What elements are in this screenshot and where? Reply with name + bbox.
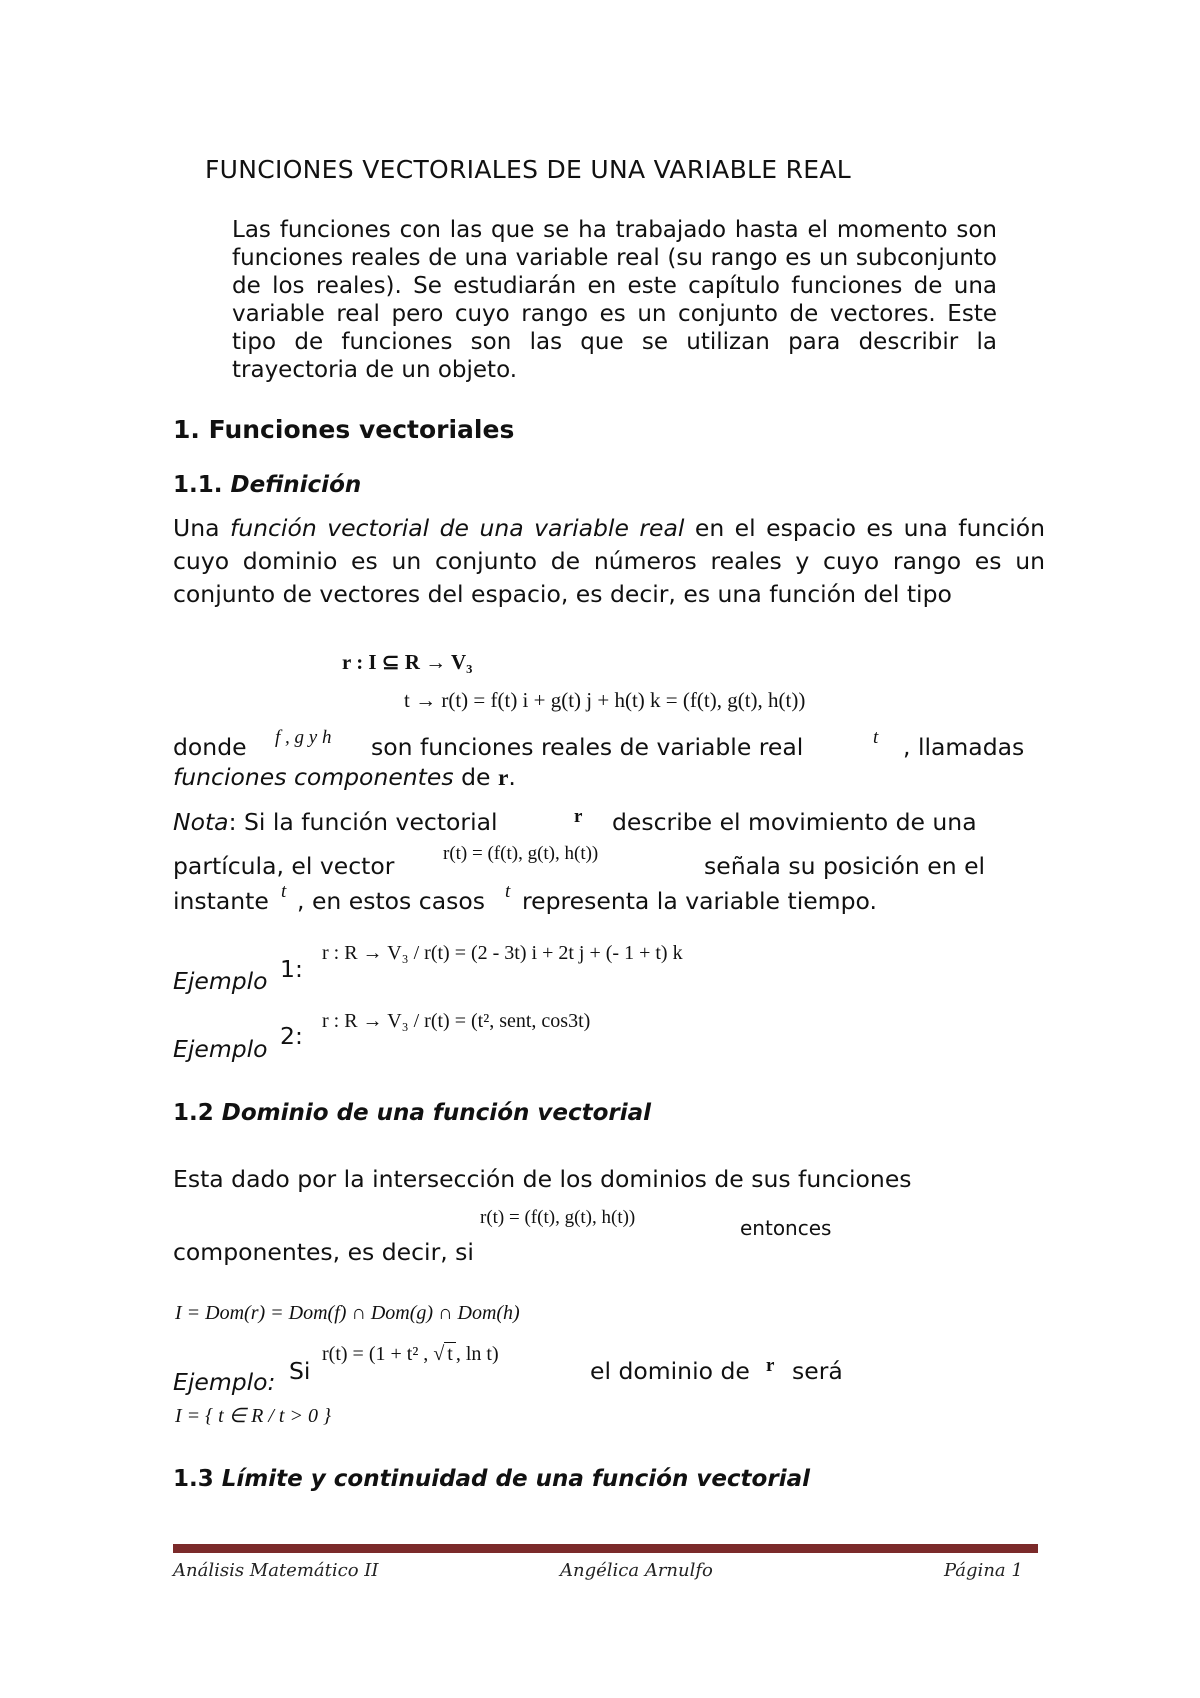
subsection-number: 1.3 xyxy=(173,1466,214,1492)
nota-text-4: , en estos casos xyxy=(297,887,485,915)
subsection-1-2-heading xyxy=(173,1100,651,1126)
nota-label: Nota xyxy=(173,808,229,836)
nota-text-1: : Si la función vectorial xyxy=(228,808,498,836)
footer-course: Análisis Matemático II xyxy=(173,1560,379,1581)
position-vector-formula: r(t) = (f(t), g(t), h(t)) xyxy=(443,843,599,864)
example-2-label: Ejemplo xyxy=(173,1035,268,1063)
domain-formula: I = Dom(r) = Dom(f) ∩ Dom(g) ∩ Dom(h) xyxy=(175,1302,520,1324)
formula-components: t → r(t) = f(t) i + g(t) j + h(t) k = (f(t), g(t), h(t)) xyxy=(404,688,806,712)
fgh-symbols: f , g y h xyxy=(275,727,332,748)
example-1-formula: r : R → V₃ / r(t) = (2 - 3t) i + 2t j + (- 1 + t) k xyxy=(322,942,683,964)
period: . xyxy=(508,763,516,791)
de-word: de xyxy=(453,763,498,791)
footer-page-number: Página 1 xyxy=(944,1560,1023,1581)
components-term: funciones componentes xyxy=(173,763,454,791)
definition-text-rest: en el espacio es una función cuyo dominio es un conjunto de números reales y cuyo rango es un conjunto de vectores del espacio, es decir, es una función del tipo xyxy=(173,514,1045,608)
domain-text-2: componentes, es decir, si xyxy=(173,1238,474,1266)
section-title: Funciones vectoriales xyxy=(208,415,515,444)
formula-part-b: , ln t) xyxy=(455,1343,499,1365)
subsection-number: 1.2 xyxy=(173,1100,214,1126)
t-symbol: t xyxy=(505,881,511,902)
r-symbol: r xyxy=(574,806,583,827)
page-title: FUNCIONES VECTORIALES DE UNA VARIABLE REAL xyxy=(205,155,851,184)
domain-vector-formula: r(t) = (f(t), g(t), h(t)) xyxy=(480,1207,636,1228)
example-2-number: 2: xyxy=(280,1022,303,1050)
footer-author: Angélica Arnulfo xyxy=(560,1560,713,1581)
subsection-1-1-heading xyxy=(173,472,361,498)
si-word: Si xyxy=(289,1357,311,1385)
domain-set-formula: I = { t ∈ R / t > 0 } xyxy=(175,1405,331,1427)
subsection-title: Límite y continuidad de una función vectorial xyxy=(221,1466,810,1492)
llamadas-text: , llamadas xyxy=(903,733,1025,761)
section-number: 1. xyxy=(173,415,200,444)
definition-term: función vectorial de una variable real xyxy=(229,514,685,542)
definition-text-start: Una xyxy=(173,514,230,542)
domain-example-formula: r(t) = (1 + t² , √ t , ln t) xyxy=(322,1343,499,1365)
domain-example-text: el dominio de xyxy=(590,1357,750,1385)
subsection-title: Definición xyxy=(230,472,362,498)
subsection-1-3-heading xyxy=(173,1466,810,1492)
components-line xyxy=(173,763,516,792)
donde-middle-text: son funciones reales de variable real xyxy=(371,733,804,761)
example-1-number: 1: xyxy=(280,955,303,983)
footer-rule xyxy=(173,1544,1038,1553)
subsection-number: 1.1. xyxy=(173,472,223,498)
definition-paragraph xyxy=(173,512,1045,611)
domain-example-label: Ejemplo: xyxy=(173,1368,276,1396)
example-2-formula: r : R → V₃ / r(t) = (t², sent, cos3t) xyxy=(322,1010,591,1032)
donde-word: donde xyxy=(173,733,247,761)
formula-mapping: r : I ⊆ R → V₃ xyxy=(342,650,473,674)
sqrt-argument: t xyxy=(444,1342,456,1365)
sera-word: será xyxy=(792,1357,843,1385)
nota-instante: instante xyxy=(173,887,269,915)
t-symbol: t xyxy=(281,881,287,902)
example-1-label: Ejemplo xyxy=(173,967,268,995)
nota-text-3: señala su posición en el xyxy=(704,852,986,880)
nota-text-5: representa la variable tiempo. xyxy=(522,887,877,915)
t-symbol: t xyxy=(873,727,879,748)
entonces-word: entonces xyxy=(740,1216,832,1240)
nota-particula: partícula, el vector xyxy=(173,852,395,880)
section-1-heading xyxy=(173,415,514,444)
nota-text-2: describe el movimiento de una xyxy=(612,808,977,836)
formula-part-a: r(t) = (1 + t² , xyxy=(322,1343,429,1365)
r-symbol: r xyxy=(497,765,509,791)
nota-line-1 xyxy=(173,808,498,836)
r-symbol: r xyxy=(766,1355,775,1376)
intro-paragraph: Las funciones con las que se ha trabajado hasta el momento son funciones reales de una variable real (su rango es un subconjunto de los reales). Se estudiarán en este capítulo funciones de una variable real pero cuyo rango es un conjunto de vectores. Este tipo de funciones son las que se utilizan para describir la trayectoria de un objeto. xyxy=(232,217,997,383)
subsection-title: Dominio de una función vectorial xyxy=(221,1100,652,1126)
domain-text-1: Esta dado por la intersección de los dominios de sus funciones xyxy=(173,1165,912,1193)
